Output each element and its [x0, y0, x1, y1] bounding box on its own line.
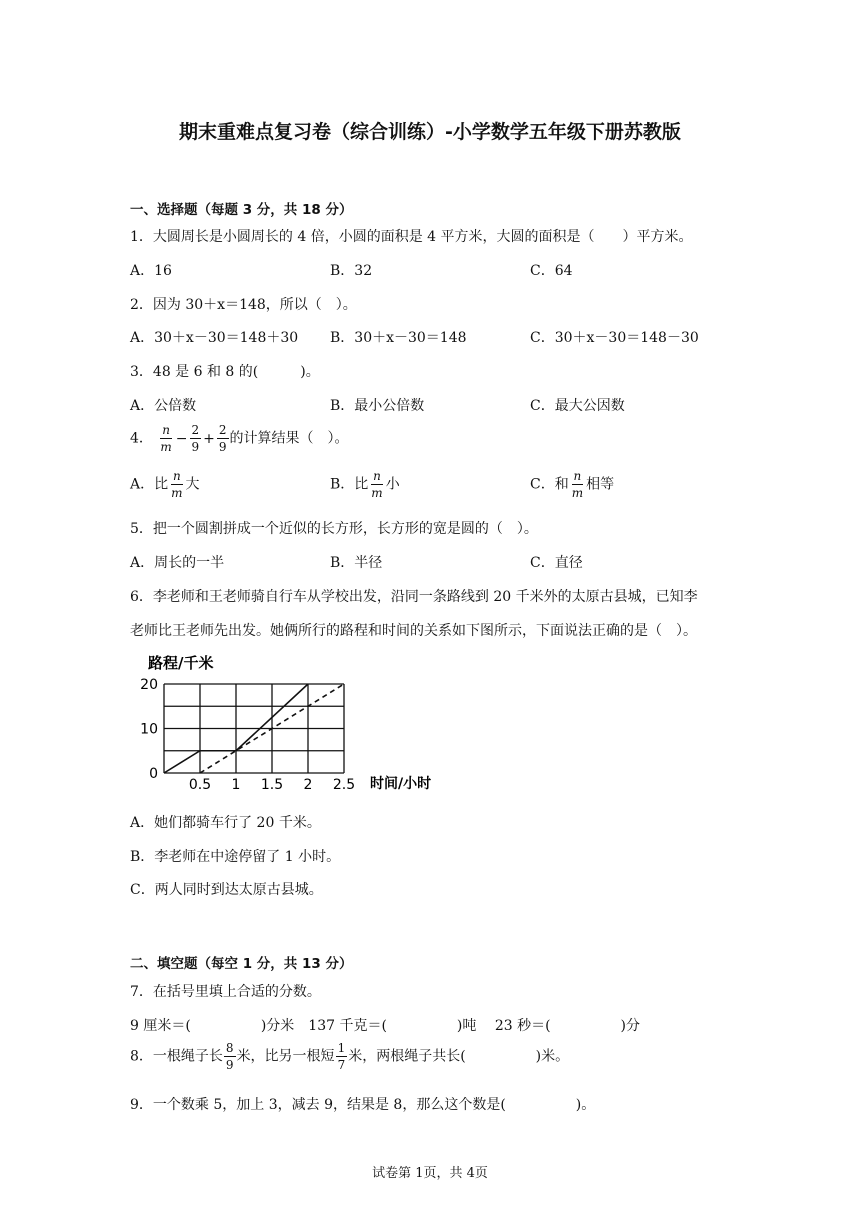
y-tick-label: 10 — [140, 721, 158, 738]
question-2-stem: 2．因为 30＋x＝148，所以（ ）。 — [130, 297, 357, 313]
q1-option-a[interactable]: A．16 — [130, 263, 172, 279]
fraction-n-over-m: $\frac{n}{m}$ — [160, 423, 172, 454]
q6-option-b[interactable]: B．李老师在中途停留了 1 小时。 — [130, 849, 341, 865]
section-heading-fill: 二、填空题（每空 1 分，共 13 分） — [130, 956, 353, 972]
q2-option-c[interactable]: C．30＋x－30＝148－30 — [530, 330, 699, 346]
question-7-stem: 7．在括号里填上合适的分数。 — [130, 984, 321, 1000]
q3-option-b[interactable]: B．最小公倍数 — [330, 398, 425, 414]
fraction-1-over-7: $\frac{1}{7}$ — [337, 1041, 346, 1072]
question-6-line1: 6．李老师和王老师骑自行车从学校出发，沿同一条路线到 20 千米外的太原古县城，已知李 — [130, 589, 698, 605]
question-6-line2: 老师比王老师先出发。她俩所行的路程和时间的关系如下图所示，下面说法正确的是（ ）。 — [130, 623, 697, 639]
q6-option-c[interactable]: C．两人同时到达太原古县城。 — [130, 882, 323, 898]
question-8-stem: 8．一根绳子长 $\frac{8}{9}$ 米，比另一根短 $\frac{1}{7}$ 米，两根绳子共长( )米。 — [130, 1041, 570, 1072]
fraction-2-over-9: $\frac{2}{9}$ — [218, 423, 227, 454]
y-tick-label: 20 — [140, 677, 158, 693]
q5-option-b[interactable]: B．半径 — [330, 555, 383, 571]
q3-option-c[interactable]: C．最大公因数 — [530, 398, 625, 414]
section-heading-choice: 一、选择题（每题 3 分，共 18 分） — [130, 202, 353, 218]
x-tick-label: 1 — [231, 777, 241, 793]
q4-option-a[interactable]: A．比 $\frac{n}{m}$ 大 — [130, 469, 200, 500]
fraction-2-over-9: $\frac{2}{9}$ — [191, 423, 200, 454]
y-tick-label: 0 — [149, 766, 158, 782]
x-tick-label: 0.5 — [188, 777, 212, 793]
q1-option-b[interactable]: B．32 — [330, 263, 373, 279]
x-tick-label: 2 — [303, 777, 313, 793]
question-5-stem: 5．把一个圆割拼成一个近似的长方形，长方形的宽是圆的（ ）。 — [130, 521, 538, 537]
q6-option-a[interactable]: A．她们都骑车行了 20 千米。 — [130, 815, 321, 831]
distance-time-chart — [130, 652, 450, 797]
q2-option-a[interactable]: A．30＋x－30＝148＋30 — [130, 330, 299, 346]
x-tick-label: 2.5 — [332, 777, 356, 793]
q1-option-c[interactable]: C．64 — [530, 263, 573, 279]
q3-option-a[interactable]: A．公倍数 — [130, 398, 197, 414]
q5-option-c[interactable]: C．直径 — [530, 555, 583, 571]
q4-option-b[interactable]: B．比 $\frac{n}{m}$ 小 — [330, 469, 400, 500]
question-1-stem: 1．大圆周长是小圆周长的 4 倍，小圆的面积是 4 平方米，大圆的面积是（ ）平方米。 — [130, 229, 693, 245]
question-3-stem: 3．48 是 6 和 8 的( )。 — [130, 364, 320, 380]
q5-option-a[interactable]: A．周长的一半 — [130, 555, 225, 571]
chart-xlabel: 时间/小时 — [370, 776, 432, 792]
q2-option-b[interactable]: B．30＋x－30＝148 — [330, 330, 467, 346]
page-title: 期末重难点复习卷（综合训练）-小学数学五年级下册苏教版 — [179, 121, 681, 143]
question-9-stem[interactable]: 9．一个数乘 5，加上 3，减去 9，结果是 8，那么这个数是( )。 — [130, 1097, 596, 1113]
x-tick-label: 1.5 — [260, 777, 284, 793]
page-footer: 试卷第 1页，共 4页 — [372, 1166, 488, 1181]
q4-option-c[interactable]: C．和 $\frac{n}{m}$ 相等 — [530, 469, 615, 500]
question-7-blanks[interactable]: 9 厘米＝( )分米 137 千克＝( )吨 23 秒＝( )分 — [130, 1018, 641, 1034]
chart-ylabel: 路程/千米 — [148, 654, 214, 672]
fraction-8-over-9: $\frac{8}{9}$ — [225, 1041, 234, 1072]
question-4-stem: 4． $\frac{n}{m}$ − $\frac{2}{9}$ + $\frac{2}{9}$ 的计算结果（ ）。 — [130, 423, 349, 454]
chart-grid — [164, 684, 344, 773]
